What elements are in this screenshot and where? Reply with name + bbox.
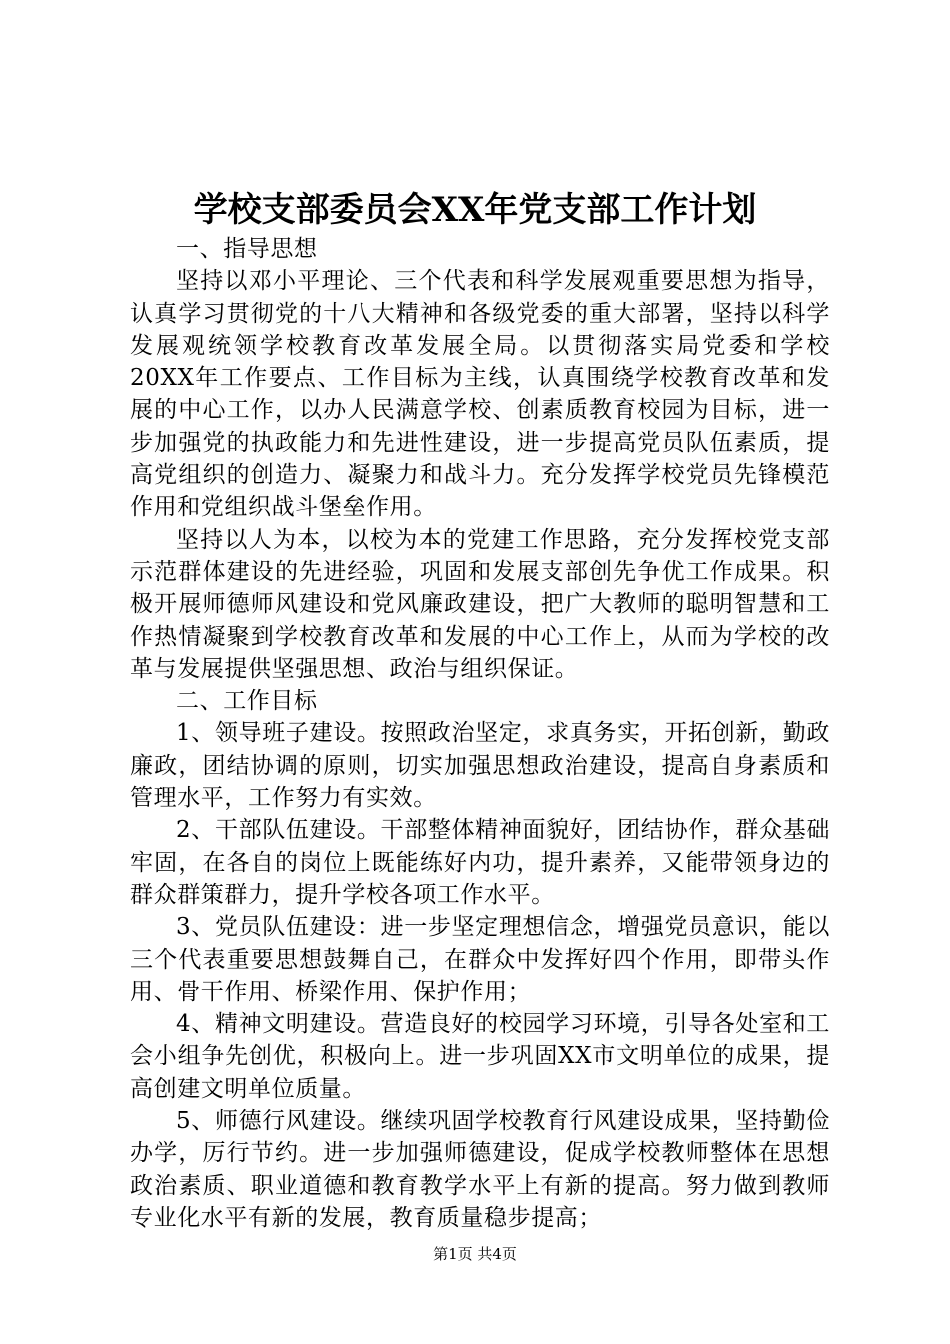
paragraph: 坚持以邓小平理论、三个代表和科学发展观重要思想为指导，认真学习贯彻党的十八大精神和各级党委的重大部署，坚持以科学发展观统领学校教育改革发展全局。以贯彻落实局党委和学校20XX年工作要点、工作目标为主线，认真围绕学校教育改革和发展的中心工作，以办人民满意学校、创素质教育校园为目标，进一步加强党的执政能力和先进性建设，进一步提高党员队伍素质，提高党组织的创造力、凝聚力和战斗力。充分发挥学校党员先锋模范作用和党组织战斗堡垒作用。 [130,268,830,521]
paragraph: 坚持以人为本，以校为本的党建工作思路，充分发挥校党支部示范群体建设的先进经验，巩固和发展支部创先争优工作成果。积极开展师德师风建设和党风廉政建设，把广大教师的聪明智慧和工作热情凝聚到学校教育改革和发展的中心工作上，从而为学校的改革与发展提供坚强思想、政治与组织保证。 [130,526,830,682]
paragraph: 3、党员队伍建设：进一步坚定理想信念，增强党员意识，能以三个代表重要思想鼓舞自己，在群众中发挥好四个作用，即带头作用、骨干作用、桥梁作用、保护作用； [130,914,830,1005]
document-title: 学校支部委员会XX年党支部工作计划 [193,190,757,230]
section-heading-guiding-thought: 一、指导思想 [176,236,318,262]
paragraph: 5、师德行风建设。继续巩固学校教育行风建设成果，坚持勤俭办学，厉行节约。进一步加强师德建设，促成学校教师整体在思想政治素质、职业道德和教育教学水平上有新的提高。努力做到教师专业化水平有新的发展，教育质量稳步提高； [130,1108,830,1231]
paragraph: 4、精神文明建设。营造良好的校园学习环境，引导各处室和工会小组争先创优，积极向上。进一步巩固XX市文明单位的成果，提高创建文明单位质量。 [130,1011,830,1102]
document-body [130,233,830,1234]
section-heading-work-goals: 二、工作目标 [176,688,318,715]
paragraph: 1、领导班子建设。按照政治坚定，求真务实，开拓创新，勤政廉政，团结协调的原则，切实加强思想政治建设，提高自身素质和管理水平，工作努力有实效。 [130,720,830,812]
page-number-footer: 第1页 共4页 [433,1245,517,1263]
paragraph: 2、干部队伍建设。干部整体精神面貌好，团结协作，群众基础牢固，在各自的岗位上既能练好内功，提升素养，又能带领身边的群众群策群力，提升学校各项工作水平。 [130,817,830,908]
